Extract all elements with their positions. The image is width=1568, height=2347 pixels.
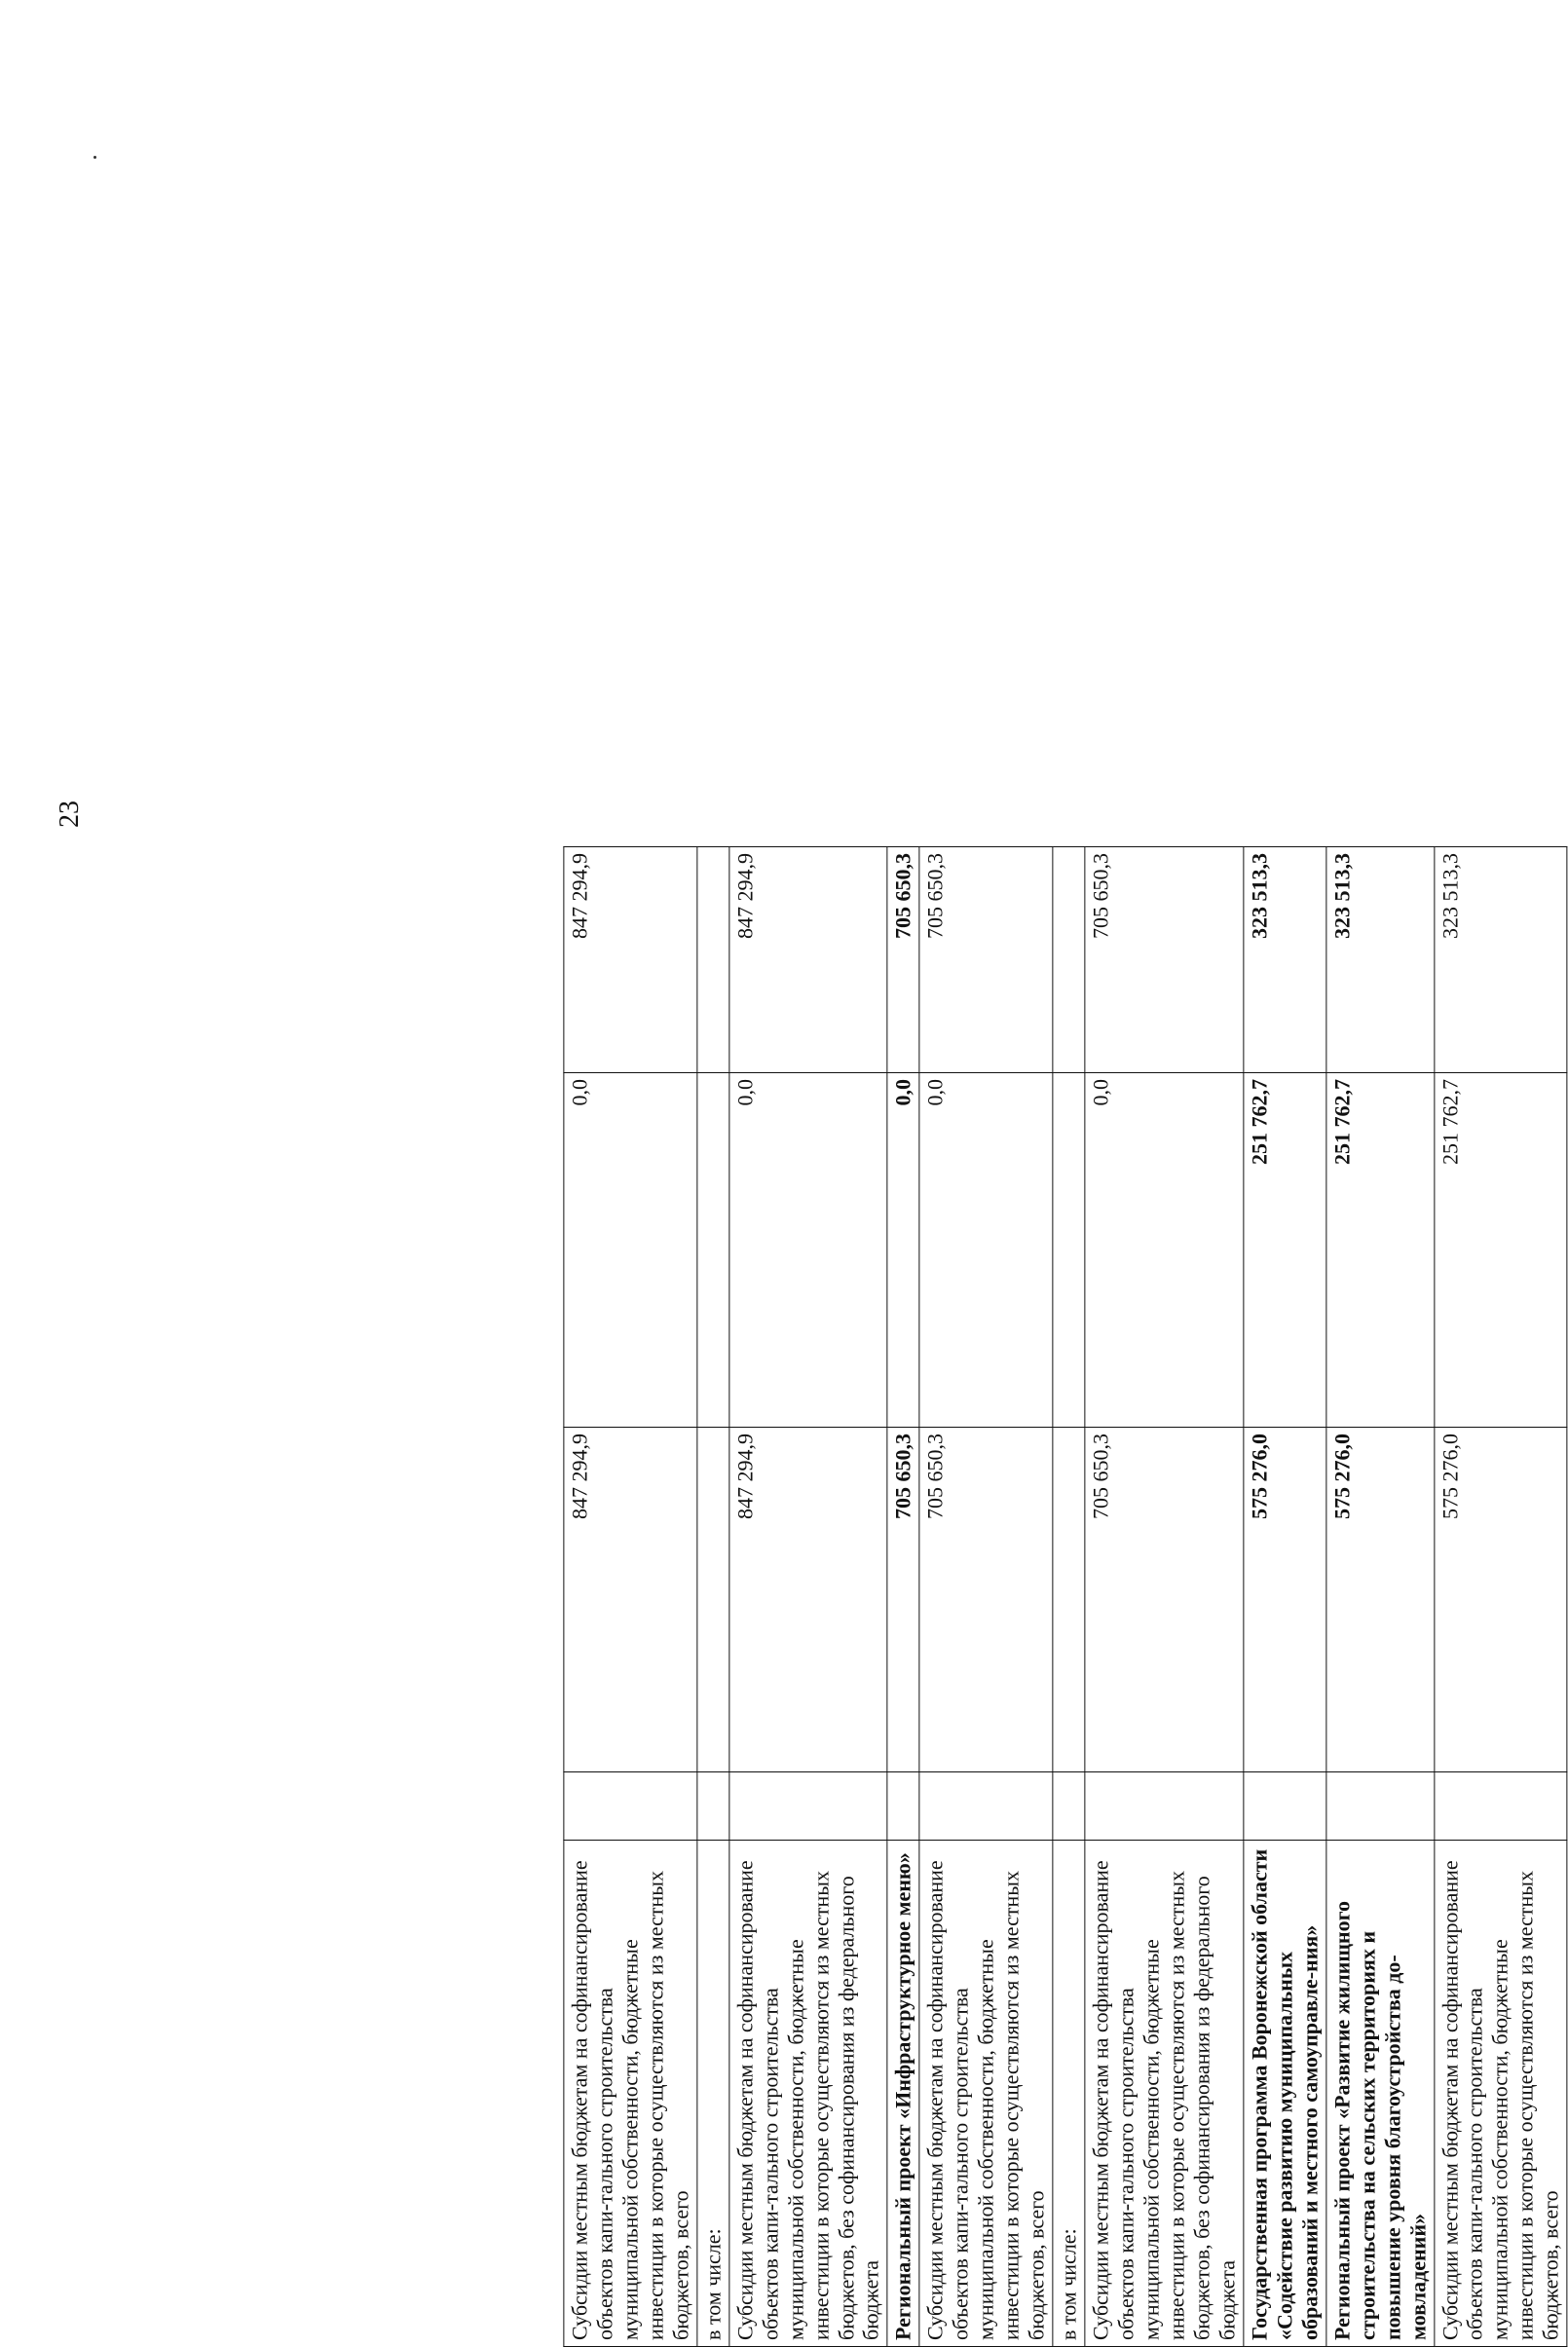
row-code (887, 1772, 919, 1841)
table-row (1326, 847, 1435, 2347)
row-code (1244, 1772, 1326, 1841)
table-row (919, 847, 1053, 2347)
row-value-2: 251 762,7 (1244, 1073, 1326, 1428)
row-name: Субсидии местным бюджетам на софинансирование объектов капи-тального строительства муниципальной собственности, бюджетные инвестиции в которые осуществляются из местных бюджетов, без софинансирования из федерального бюджета (729, 1841, 888, 2347)
row-value-2 (1053, 1073, 1085, 1428)
row-value-2: 251 762,7 (1434, 1073, 1567, 1428)
row-value-1 (697, 1428, 729, 1772)
row-value-2: 0,0 (887, 1073, 919, 1428)
row-value-3: 847 294,9 (564, 847, 697, 1073)
row-value-2 (697, 1073, 729, 1428)
row-value-1: 575 276,0 (1434, 1428, 1567, 1772)
row-value-1: 705 650,3 (887, 1428, 919, 1772)
row-value-3: 323 513,3 (1244, 847, 1326, 1073)
row-name: Субсидии местным бюджетам на софинансирование объектов капи-тального строительства муниципальной собственности, бюджетные инвестиции в которые осуществляются из местных бюджетов, всего (1434, 1841, 1567, 2347)
row-value-2: 0,0 (564, 1073, 697, 1428)
row-code (1434, 1772, 1567, 1841)
table-row (697, 847, 729, 2347)
row-name: Государственная программа Воронежской области «Содействие развитию муниципальных образований и местного самоуправле-ния» (1244, 1841, 1326, 2347)
row-value-3: 323 513,3 (1434, 847, 1567, 1073)
row-name: Субсидии местным бюджетам на софинансирование объектов капи-тального строительства муниципальной собственности, бюджетные инвестиции в которые осуществляются из местных бюджетов, без софинансирования из федерального бюджета (1085, 1841, 1244, 2347)
row-value-1: 705 650,3 (919, 1428, 1053, 1772)
row-value-3 (1053, 847, 1085, 1073)
row-name: в том числе: (1053, 1841, 1085, 2347)
row-name: Региональный проект «Инфраструктурное меню» (887, 1841, 919, 2347)
row-code (1326, 1772, 1435, 1841)
row-value-1: 847 294,9 (729, 1428, 888, 1772)
row-code (564, 1772, 697, 1841)
page-number: 23 (55, 801, 85, 828)
row-name: в том числе: (697, 1841, 729, 2347)
table-row (1085, 847, 1244, 2347)
row-value-1: 575 276,0 (1244, 1428, 1326, 1772)
row-value-2: 0,0 (919, 1073, 1053, 1428)
row-name: Региональный проект «Развитие жилищного строительства на сельских территориях и повышение уровня благоустройства до-мовладений» (1326, 1841, 1435, 2347)
row-value-2: 0,0 (1085, 1073, 1244, 1428)
table-row (1434, 847, 1567, 2347)
table-container (563, 847, 1567, 2347)
row-value-1: 705 650,3 (1085, 1428, 1244, 1772)
row-value-3: 847 294,9 (729, 847, 888, 1073)
row-value-3: 705 650,3 (1085, 847, 1244, 1073)
row-code (1085, 1772, 1244, 1841)
row-value-3 (697, 847, 729, 1073)
table-row (1053, 847, 1085, 2347)
row-value-2: 251 762,7 (1326, 1073, 1435, 1428)
table-row (729, 847, 888, 2347)
row-name: Субсидии местным бюджетам на софинансирование объектов капи-тального строительства муниципальной собственности, бюджетные инвестиции в которые осуществляются из местных бюджетов, всего (564, 1841, 697, 2347)
row-value-1: 575 276,0 (1326, 1428, 1435, 1772)
row-code (919, 1772, 1053, 1841)
row-code (1053, 1772, 1085, 1841)
row-code (729, 1772, 888, 1841)
table-row (1244, 847, 1326, 2347)
row-value-3: 705 650,3 (887, 847, 919, 1073)
row-value-1 (1053, 1428, 1085, 1772)
row-value-3: 323 513,3 (1326, 847, 1435, 1073)
budget-table (563, 846, 1567, 2347)
row-value-2: 0,0 (729, 1073, 888, 1428)
scan-speck (93, 156, 96, 159)
row-code (697, 1772, 729, 1841)
table-row (564, 847, 697, 2347)
row-value-1: 847 294,9 (564, 1428, 697, 1772)
table-row (887, 847, 919, 2347)
row-value-3: 705 650,3 (919, 847, 1053, 1073)
row-name: Субсидии местным бюджетам на софинансирование объектов капи-тального строительства муниципальной собственности, бюджетные инвестиции в которые осуществляются из местных бюджетов, всего (919, 1841, 1053, 2347)
